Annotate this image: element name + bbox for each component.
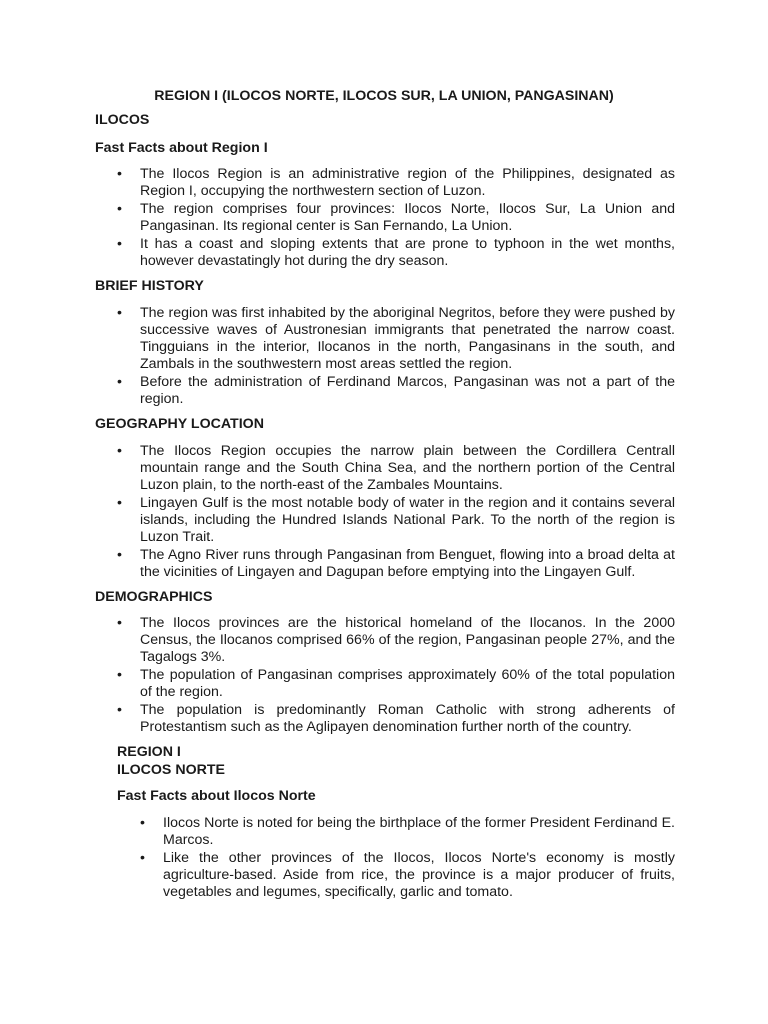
bullet-icon: • — [140, 850, 145, 866]
bullet-icon: • — [117, 495, 122, 511]
list-item — [117, 667, 675, 701]
list-item-text: Before the administration of Ferdinand Marcos, Pangasinan was not a part of the region. — [140, 374, 675, 407]
bullet-icon: • — [117, 443, 122, 459]
list-item-text: The region comprises four provinces: Ilocos Norte, Ilocos Sur, La Union and Pangasinan. Its regional center is San Fernando, La Union. — [140, 201, 675, 234]
list-item — [140, 815, 675, 849]
list-item — [117, 166, 675, 200]
bullet-icon: • — [117, 702, 122, 718]
bullet-icon: • — [117, 547, 122, 563]
list-item-text: Ilocos Norte is noted for being the birthplace of the former President Ferdinand E. Marcos. — [163, 815, 675, 848]
list-item — [117, 201, 675, 235]
section-heading-brief-history: BRIEF HISTORY — [95, 278, 204, 294]
bullet-icon: • — [117, 305, 122, 321]
section-heading-geography: GEOGRAPHY LOCATION — [95, 416, 264, 432]
list-item — [117, 443, 675, 494]
list-item-text: Lingayen Gulf is the most notable body of water in the region and it contains several islands, including the Hundred Islands National Park. To the north of the region is Luzon Trait. — [140, 495, 675, 545]
geography-list — [117, 443, 675, 582]
list-item — [117, 236, 675, 270]
bullet-icon: • — [117, 236, 122, 252]
list-item — [117, 615, 675, 666]
section-heading-ilocos-norte: ILOCOS NORTE — [117, 762, 225, 778]
bullet-icon: • — [117, 667, 122, 683]
list-item-text: The region was first inhabited by the aboriginal Negritos, before they were pushed by successive waves of Austronesian immigrants that penetrated the narrow coast. Tingguians in the interior, Ilocanos in the north, Pangasinans in the south, and Zambals in the southwestern most areas settled the region. — [140, 305, 675, 372]
section-heading-ilocos: ILOCOS — [95, 112, 150, 128]
demographics-list — [117, 615, 675, 737]
fast-facts-list — [117, 166, 675, 271]
list-item-text: The Ilocos Region is an administrative region of the Philippines, designated as Region I, occupying the northwestern section of Luzon. — [140, 166, 675, 199]
bullet-icon: • — [117, 201, 122, 217]
page-title: REGION I (ILOCOS NORTE, ILOCOS SUR, LA UNION, PANGASINAN) — [154, 88, 614, 104]
list-item-text: The population is predominantly Roman Catholic with strong adherents of Protestantism such as the Aglipayen denomination further north of the country. — [140, 702, 675, 735]
brief-history-list — [117, 305, 675, 409]
list-item-text: Like the other provinces of the Ilocos, Ilocos Norte's economy is mostly agriculture-based. Aside from rice, the province is a major producer of fruits, vegetables and legumes, specifically, garlic and tomato. — [163, 850, 675, 900]
bullet-icon: • — [117, 166, 122, 182]
bullet-icon: • — [117, 615, 122, 631]
list-item — [117, 305, 675, 373]
list-item — [117, 495, 675, 546]
fast-facts-norte-list — [140, 815, 675, 902]
list-item-text: The Ilocos provinces are the historical homeland of the Ilocanos. In the 2000 Census, the Ilocanos comprised 66% of the region, Pangasinan people 27%, and the Tagalogs 3%. — [140, 615, 675, 665]
list-item-text: It has a coast and sloping extents that are prone to typhoon in the wet months, however devastatingly hot during the dry season. — [140, 236, 675, 269]
list-item — [140, 850, 675, 901]
section-heading-region-i: REGION I — [117, 744, 181, 760]
section-heading-fast-facts-norte: Fast Facts about Ilocos Norte — [117, 788, 316, 804]
list-item-text: The population of Pangasinan comprises approximately 60% of the total population of the region. — [140, 667, 675, 700]
list-item-text: The Ilocos Region occupies the narrow plain between the Cordillera Centrall mountain range and the South China Sea, and the northern portion of the Central Luzon plain, to the north-east of the Zambales Mountains. — [140, 443, 675, 493]
bullet-icon: • — [140, 815, 145, 831]
section-heading-fast-facts: Fast Facts about Region I — [95, 140, 268, 156]
list-item — [117, 702, 675, 736]
section-heading-demographics: DEMOGRAPHICS — [95, 589, 213, 605]
list-item-text: The Agno River runs through Pangasinan from Benguet, flowing into a broad delta at the vicinities of Lingayen and Dagupan before emptying into the Lingayen Gulf. — [140, 547, 675, 580]
list-item — [117, 547, 675, 581]
list-item — [117, 374, 675, 408]
bullet-icon: • — [117, 374, 122, 390]
